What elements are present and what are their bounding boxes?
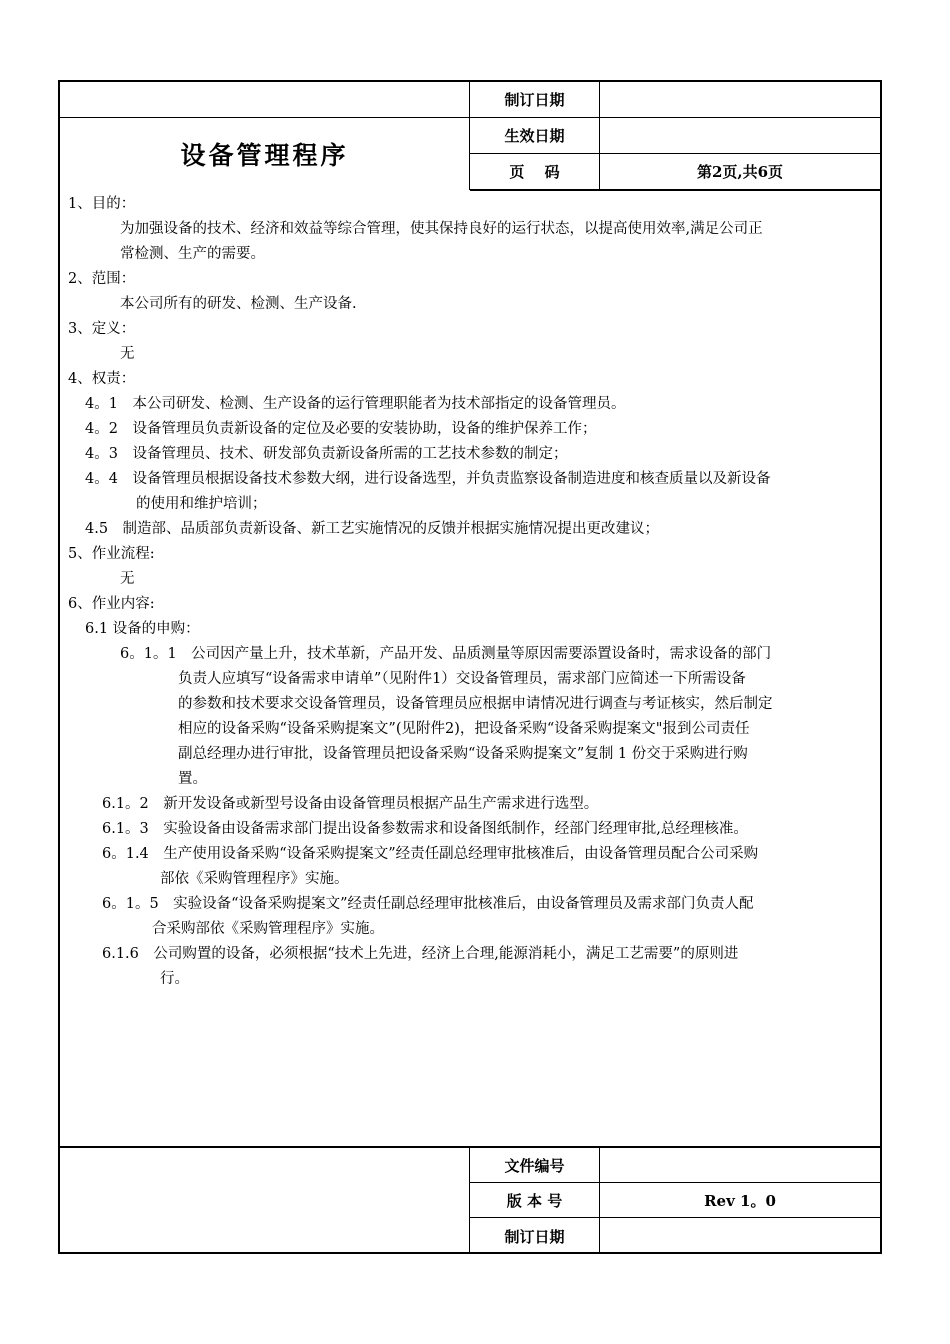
section-6-1-4-line-1: 6。1.4 生产使用设备采购“设备采购提案文”经责任副总经理审批核准后，由设备管理员配合公司采购	[102, 846, 759, 862]
section-6-1-1-line-6: 置。	[178, 771, 207, 787]
section-2-heading: 2、范围：	[68, 271, 136, 287]
header-value-page: 第2页,共6页	[600, 154, 880, 191]
footer-blank-cell	[60, 1148, 470, 1254]
section-6-1-3: 6.1。3 实验设备由设备需求部门提出设备参数需求和设备图纸制作，经部门经理审批,总经理核准。	[102, 821, 748, 837]
section-4-5: 4.5 制造部、品质部负责新设备、新工艺实施情况的反馈并根据实施情况提出更改建议；	[85, 521, 660, 537]
footer-label-document-number: 文件编号	[470, 1148, 600, 1183]
document-title: 设备管理程序	[180, 141, 349, 170]
header-label-revision-date: 制订日期	[470, 82, 600, 118]
header-value-effective-date	[600, 118, 880, 154]
section-6-1-1-line-4: 相应的设备采购“设备采购提案文”(见附件2)，把设备采购“设备采购提案文"报到公司责任	[178, 721, 750, 737]
footer-label-version: 版 本 号	[470, 1183, 600, 1218]
header-blank-cell	[60, 82, 470, 118]
section-4-heading: 4、权责：	[68, 371, 136, 387]
footer-value-revision-date	[600, 1218, 880, 1254]
document-frame	[58, 80, 882, 1254]
section-6-1-4-line-2: 部依《采购管理程序》实施。	[160, 871, 349, 887]
footer-label-revision-date: 制订日期	[470, 1218, 600, 1254]
footer-value-version: Rev 1。0	[600, 1183, 880, 1218]
section-6-1-heading: 6.1 设备的申购：	[85, 621, 200, 637]
section-1-heading: 1、目的：	[68, 196, 136, 212]
section-6-1-1-line-2: 负责人应填写“设备需求申请单”（见附件1）交设备管理员，需求部门应简述一下所需设备	[178, 671, 746, 687]
section-6-1-5-line-2: 合采购部依《采购管理程序》实施。	[152, 921, 384, 937]
section-3-text: 无	[120, 346, 135, 362]
title-cell	[60, 118, 470, 190]
section-6-1-1-line-5: 副总经理办进行审批，设备管理员把设备采购“设备采购提案文”复制 1 份交于采购进行购	[178, 746, 748, 762]
header-value-revision-date	[600, 82, 880, 118]
section-4-4-line-2: 的使用和维护培训；	[136, 496, 267, 512]
section-6-1-1-line-1: 6。1。1 公司因产量上升，技术革新，产品开发、品质测量等原因需要添置设备时，需求设备的部门	[120, 646, 772, 662]
header-label-effective-date: 生效日期	[470, 118, 600, 154]
section-6-1-5-line-1: 6。1。5 实验设备“设备采购提案文”经责任副总经理审批核准后，由设备管理员及需求部门负责人配	[102, 896, 754, 912]
section-3-heading: 3、定义：	[68, 321, 136, 337]
section-6-1-1-line-3: 的参数和技术要求交设备管理员，设备管理员应根据申请情况进行调查与考证核实，然后制定	[178, 696, 773, 712]
section-6-1-6-line-1: 6.1.6 公司购置的设备，必须根据“技术上先进，经济上合理,能源消耗小，满足工艺需要”的原则进	[102, 946, 739, 962]
section-6-heading: 6、作业内容:	[68, 596, 155, 612]
section-4-4-line-1: 4。4 设备管理员根据设备技术参数大纲，进行设备选型，并负责监察设备制造进度和核查质量以及新设备	[85, 471, 771, 487]
section-5-heading: 5、作业流程:	[68, 546, 155, 562]
section-4-1: 4。1 本公司研发、检测、生产设备的运行管理职能者为技术部指定的设备管理员。	[85, 396, 626, 412]
section-2-text: 本公司所有的研发、检测、生产设备.	[120, 296, 357, 312]
section-6-1-2: 6.1。2 新开发设备或新型号设备由设备管理员根据产品生产需求进行选型。	[102, 796, 599, 812]
section-4-2: 4。2 设备管理员负责新设备的定位及必要的安装协助，设备的维护保养工作；	[85, 421, 597, 437]
header-label-page: 页 码	[470, 154, 600, 191]
footer-table	[60, 1146, 880, 1254]
section-5-text: 无	[120, 571, 135, 587]
footer-value-document-number	[600, 1148, 880, 1183]
section-6-1-6-line-2: 行。	[160, 971, 189, 987]
section-1-text-line-2: 常检测、生产的需要。	[120, 246, 265, 262]
header-table	[60, 82, 880, 190]
section-1-text-line-1: 为加强设备的技术、经济和效益等综合管理，使其保持良好的运行状态，以提高使用效率,满足公司正	[120, 221, 763, 237]
section-4-3: 4。3 设备管理员、技术、研发部负责新设备所需的工艺技术参数的制定；	[85, 446, 568, 462]
